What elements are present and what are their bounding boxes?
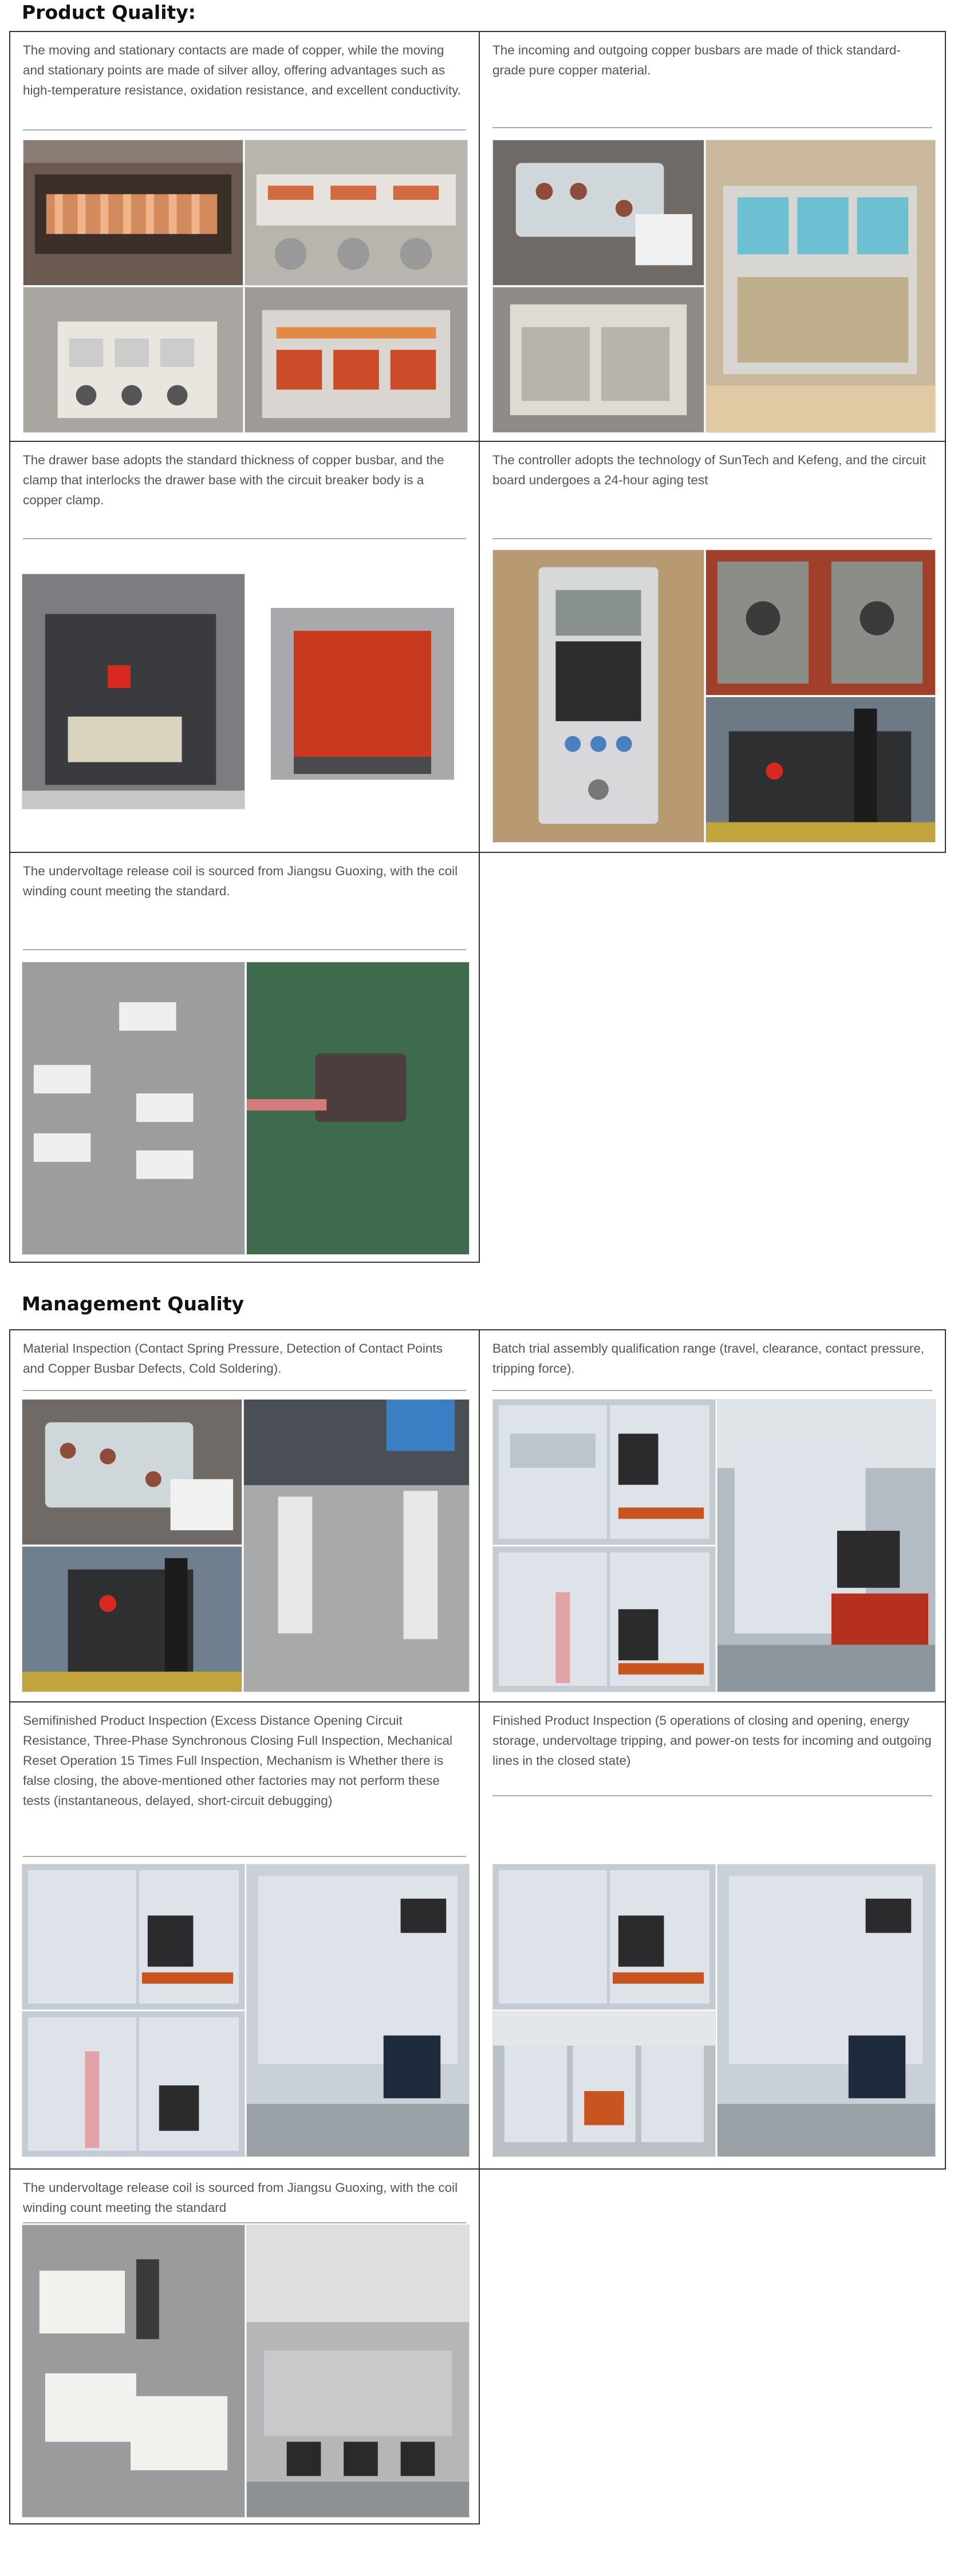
management-cell-trial-assembly — [479, 1329, 946, 1702]
photo-finished-panel-1 — [492, 1864, 716, 2010]
photo-busbar-terminals — [492, 287, 704, 433]
management-cell-semifinished-inspection — [9, 1701, 480, 2170]
product-cell-text: The controller adopts the technology of SunTech and Kefeng, and the circuit board undergoes a 24-hour aging test — [492, 453, 926, 487]
photo-breaker-rear-busbars — [705, 140, 936, 433]
product-cell-text: The undervoltage release coil is sourced from Jiangsu Guoxing, with the coil winding count meeting the standard. — [23, 864, 458, 898]
photo-finished-station — [717, 1864, 936, 2157]
photo-breaker-springs — [245, 287, 468, 433]
photo-semifinished-panel-2 — [22, 2011, 245, 2157]
photo-drawer-base — [254, 574, 471, 809]
management-cell-text: Material Inspection (Contact Spring Pressure, Detection of Contact Points and Copper Busbar Defects, Cold Soldering). — [23, 1341, 443, 1376]
photo-coil-closeup — [246, 962, 470, 1255]
management-cell-finished-inspection — [479, 1701, 946, 2170]
divider — [492, 1795, 932, 1796]
divider — [23, 2222, 466, 2223]
photo-test-panel-2 — [492, 1546, 716, 1692]
management-cell-text: Batch trial assembly qualification range (travel, clearance, contact pressure, tripping force). — [492, 1341, 925, 1376]
management-cell-text: Finished Product Inspection (5 operations of closing and opening, energy storage, undervoltage tripping, and power-on tests for incoming and outgoing lines in the closed state) — [492, 1713, 932, 1768]
management-cell-text: Semifinished Product Inspection (Excess Distance Opening Circuit Resistance, Three-Phase Synchronous Closing Full Inspection, Mechanical Reset Operation 15 Times Full Inspection, Mechanism is Whether there is false closing, the above-mentioned other factories may not perform these tests (instantaneous, delayed, short-circuit debugging) — [23, 1713, 452, 1808]
photo-aging-test — [705, 697, 936, 843]
photo-breaker-production — [246, 2225, 470, 2518]
management-cell-undervoltage-coil — [9, 2168, 480, 2524]
photo-semifinished-panel-1 — [22, 1864, 245, 2010]
product-cell-undervoltage-coil — [9, 852, 480, 1263]
divider — [23, 1856, 466, 1857]
product-cell-text: The drawer base adopts the standard thickness of copper busbar, and the clamp that interlocks the drawer base with the circuit breaker body is a copper clamp. — [23, 453, 444, 507]
product-cell-controller — [479, 441, 946, 853]
photo-semifinished-station — [246, 1864, 470, 2157]
photo-controller-panel — [492, 550, 704, 843]
divider — [23, 949, 466, 950]
divider — [23, 538, 466, 539]
photo-circuit-boards — [705, 550, 936, 696]
divider — [492, 538, 932, 539]
photo-copper-busbar-hand — [492, 140, 704, 286]
product-cell-text: The incoming and outgoing copper busbars are made of thick standard-grade pure copper material. — [492, 43, 901, 77]
photo-test-station — [717, 1399, 936, 1692]
photo-contact-blocks — [243, 1399, 470, 1692]
product-cell-text: The moving and stationary contacts are made of copper, while the moving and stationary points are made of silver alloy, offering advantages such as high-temperature resistance, oxidation resistance, and excellent conductivity. — [23, 43, 461, 97]
photo-breaker-inspection — [22, 1546, 242, 1692]
photo-test-panel-1 — [492, 1399, 716, 1545]
section-title-management-quality: Management Quality — [22, 1293, 245, 1315]
management-cell-text: The undervoltage release coil is sourced from Jiangsu Guoxing, with the coil winding count meeting the standard — [23, 2180, 458, 2215]
photo-release-coils — [22, 962, 245, 1255]
divider — [23, 129, 466, 131]
product-cell-busbars — [479, 31, 946, 442]
photo-contacts-coil — [23, 140, 243, 286]
photo-breaker-front — [23, 287, 243, 433]
photo-warehouse-boxes — [22, 2225, 245, 2518]
photo-drawer-breaker — [22, 574, 245, 809]
management-cell-material-inspection — [9, 1329, 480, 1702]
divider — [23, 1390, 466, 1391]
section-title-product-quality: Product Quality: — [22, 1, 196, 23]
product-cell-contacts — [9, 31, 480, 442]
product-cell-drawer-base — [9, 441, 480, 853]
photo-busbar-defect-check — [22, 1399, 242, 1545]
divider — [492, 1390, 932, 1391]
divider — [492, 127, 932, 128]
photo-breaker-contacts — [245, 140, 468, 286]
photo-finished-line — [492, 2011, 716, 2157]
